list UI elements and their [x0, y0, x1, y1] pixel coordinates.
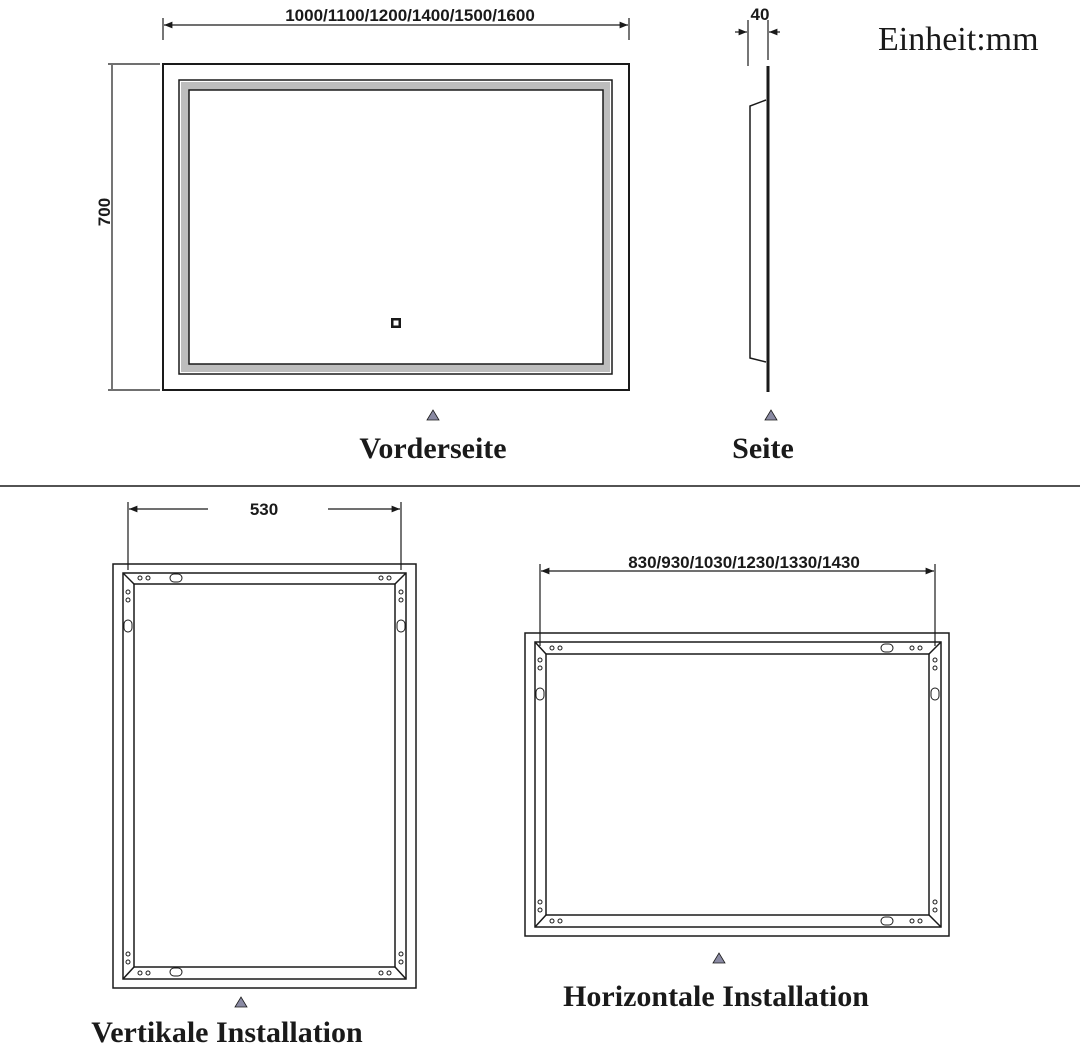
front-caption-marker-icon [427, 410, 439, 420]
front-height-label: 700 [95, 197, 114, 227]
side-depth-dimension [735, 20, 780, 66]
vertical-frame-outer [123, 573, 406, 979]
vertical-mounting-holes [124, 574, 405, 976]
side-depth-label: 40 [750, 5, 770, 24]
horizontal-mirror-outline [525, 633, 949, 936]
side-view [750, 66, 768, 392]
front-caption: Vorderseite [359, 432, 507, 465]
horizontal-width-label: 830/930/1030/1230/1330/1430 [628, 553, 860, 572]
vertical-caption-marker-icon [235, 997, 247, 1007]
unit-label: Einheit:mm [878, 21, 1039, 58]
horizontal-install-view [525, 633, 949, 936]
side-caption-marker-icon [765, 410, 777, 420]
horizontal-caption: Horizontale Installation [563, 980, 869, 1013]
vertical-caption: Vertikale Installation [91, 1016, 363, 1045]
side-caption: Seite [732, 432, 794, 465]
horizontal-frame-inner [546, 654, 929, 915]
vertical-width-label: 530 [249, 500, 279, 519]
horizontal-mounting-holes [536, 644, 939, 925]
front-view [163, 64, 629, 390]
front-height-dimension [108, 64, 160, 390]
horizontal-frame-outer [535, 642, 941, 927]
vertical-install-view [113, 564, 416, 988]
vertical-frame-inner [134, 584, 395, 967]
front-width-label: 1000/1100/1200/1400/1500/1600 [285, 6, 535, 25]
horizontal-caption-marker-icon [713, 953, 725, 963]
vertical-mirror-outline [113, 564, 416, 988]
